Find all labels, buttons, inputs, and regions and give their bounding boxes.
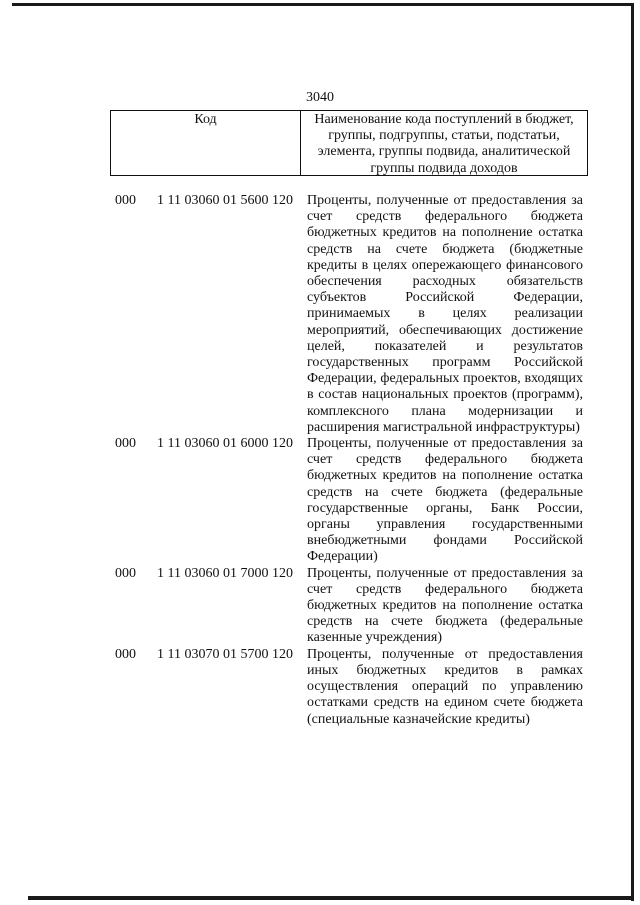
income-code-list: [0, 193, 640, 728]
admin-code: 000: [115, 436, 136, 452]
admin-code: 000: [115, 193, 136, 208]
income-description: Проценты, полученные от предоставления иных бюджетных кредитов в рамках осуществления операций по управлению остатками средств на едином счете бюджета (специальные казначейские кредиты): [307, 646, 583, 727]
header-code-cell: Код: [111, 111, 301, 175]
header-table: [110, 110, 588, 176]
income-description: Проценты, полученные от предоставления за счет средств федерального бюджета бюджетных кредитов на пополнение остатка средств на счете бюджета (федеральные казенные учреждения): [307, 565, 583, 646]
income-code: 1 11 03060 01 7000 120: [157, 565, 293, 581]
scan-edge-top: [12, 3, 632, 6]
page-number: 3040: [306, 90, 334, 105]
income-code: 1 11 03070 01 5700 120: [157, 646, 293, 662]
admin-code: 000: [115, 646, 136, 662]
income-description: Проценты, полученные от предоставления за счет средств федерального бюджета бюджетных кредитов на пополнение остатка средств на счете бюджета (бюджетные кредиты в целях опережающего финансового обеспечения расходных обязательств субъектов Российской Федерации, принимаемых в целях реализации мероприятий, обеспечивающих достижение целей, показателей и результатов государственных программ Российской Федерации, федеральных проектов, входящих в состав национальных проектов (программ), комплексного плана модернизации и расширения магистральной инфраструктуры): [307, 193, 583, 435]
table-row: [0, 647, 640, 728]
table-row: [0, 193, 640, 436]
income-code: 1 11 03060 01 5600 120: [157, 193, 293, 208]
table-row: [0, 436, 640, 566]
admin-code: 000: [115, 565, 136, 581]
header-name-cell: Наименование кода поступлений в бюджет, группы, подгруппы, статьи, подстатьи, элемента, группы подвида, аналитической группы подвида доходов: [314, 112, 574, 176]
income-description: Проценты, полученные от предоставления за счет средств федерального бюджета бюджетных кредитов на пополнение остатка средств на счете бюджета (федеральные государственные органы, Банк России, органы управления государственными внебюджетными фондами Российской Федерации): [307, 436, 583, 565]
scan-edge-bottom: [28, 896, 634, 900]
table-row: [0, 566, 640, 647]
income-code: 1 11 03060 01 6000 120: [157, 436, 293, 452]
